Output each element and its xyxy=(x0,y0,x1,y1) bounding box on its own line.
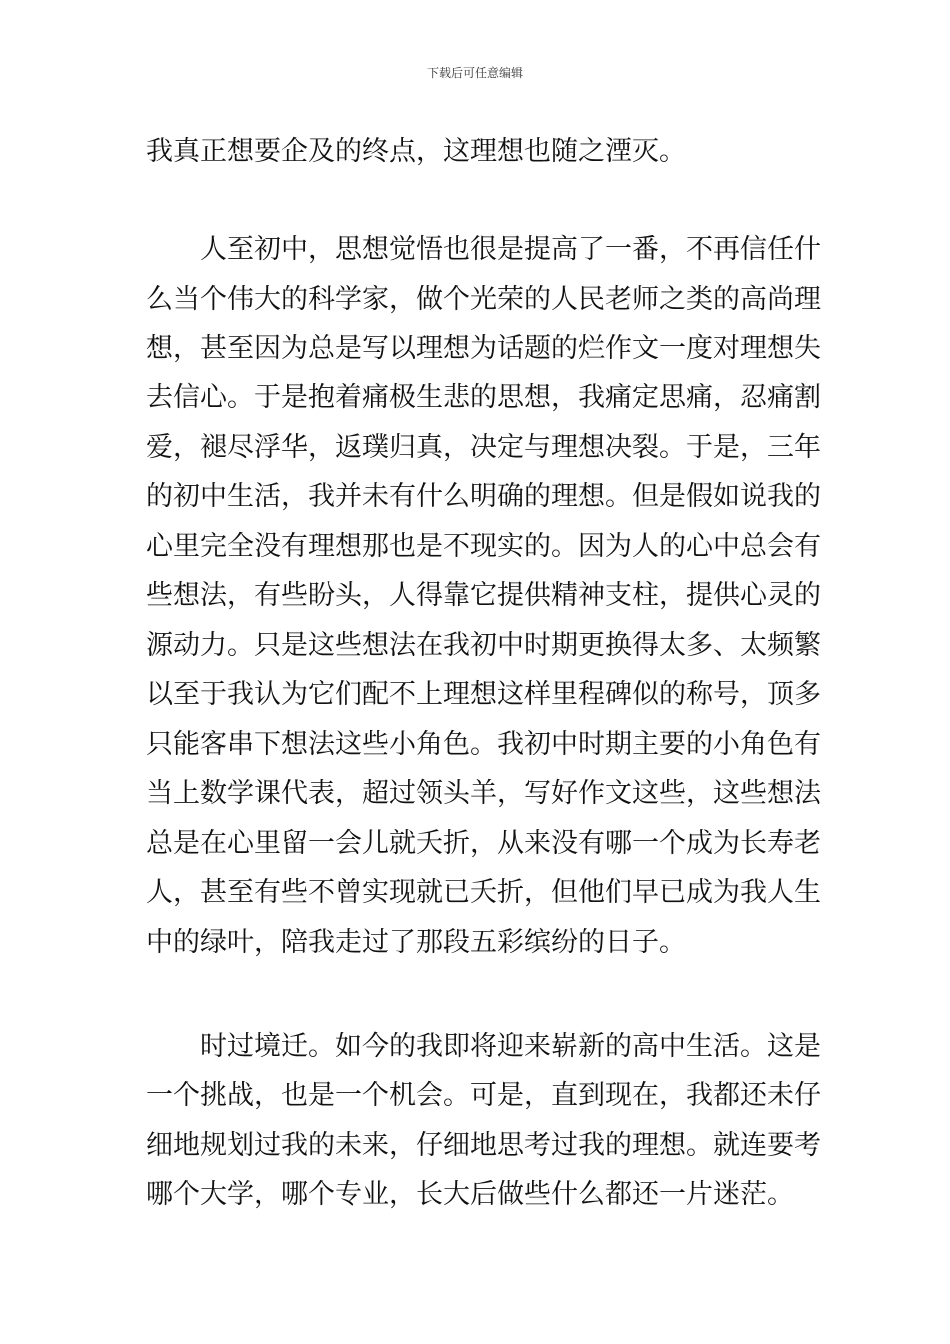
text-line: 我真正想要企及的终点，这理想也随之湮灭。 xyxy=(146,136,686,167)
text-line: 些想法，有些盼头，人得靠它提供精神支柱，提供心灵的 xyxy=(146,580,821,611)
text-line: 时过境迁。如今的我即将迎来崭新的高中生活。这是 xyxy=(200,1031,821,1062)
text-line: 心里完全没有理想那也是不现实的。因为人的心中总会有 xyxy=(146,531,821,562)
page-header-note: 下载后可任意编辑 xyxy=(426,66,523,80)
text-line: 想，甚至因为总是写以理想为话题的烂作文一度对理想失 xyxy=(146,333,821,364)
text-line: 细地规划过我的未来，仔细地思考过我的理想。就连要考 xyxy=(146,1130,821,1161)
text-line: 人至初中，思想觉悟也很是提高了一番，不再信任什 xyxy=(200,234,821,265)
text-line: 以至于我认为它们配不上理想这样里程碑似的称号，顶多 xyxy=(146,679,821,710)
text-line: 总是在心里留一会儿就夭折，从来没有哪一个成为长寿老 xyxy=(146,828,821,859)
text-line: 一个挑战，也是一个机会。可是，直到现在，我都还未仔 xyxy=(146,1080,821,1111)
text-line: 当上数学课代表，超过领头羊，写好作文这些，这些想法 xyxy=(146,778,821,809)
text-line: 么当个伟大的科学家，做个光荣的人民老师之类的高尚理 xyxy=(146,284,821,315)
text-line: 只能客串下想法这些小角色。我初中时期主要的小角色有 xyxy=(146,729,821,760)
text-line: 的初中生活，我并未有什么明确的理想。但是假如说我的 xyxy=(146,481,821,512)
text-line: 人，甚至有些不曾实现就已夭折，但他们早已成为我人生 xyxy=(146,877,821,908)
text-line: 去信心。于是抱着痛极生悲的思想，我痛定思痛，忍痛割 xyxy=(146,382,821,413)
text-line: 源动力。只是这些想法在我初中时期更换得太多、太频繁 xyxy=(146,630,821,661)
text-line: 爱，褪尽浮华，返璞归真，决定与理想决裂。于是，三年 xyxy=(146,432,821,463)
text-line: 中的绿叶，陪我走过了那段五彩缤纷的日子。 xyxy=(146,927,686,958)
text-line: 哪个大学，哪个专业，长大后做些什么都还一片迷茫。 xyxy=(146,1179,794,1210)
